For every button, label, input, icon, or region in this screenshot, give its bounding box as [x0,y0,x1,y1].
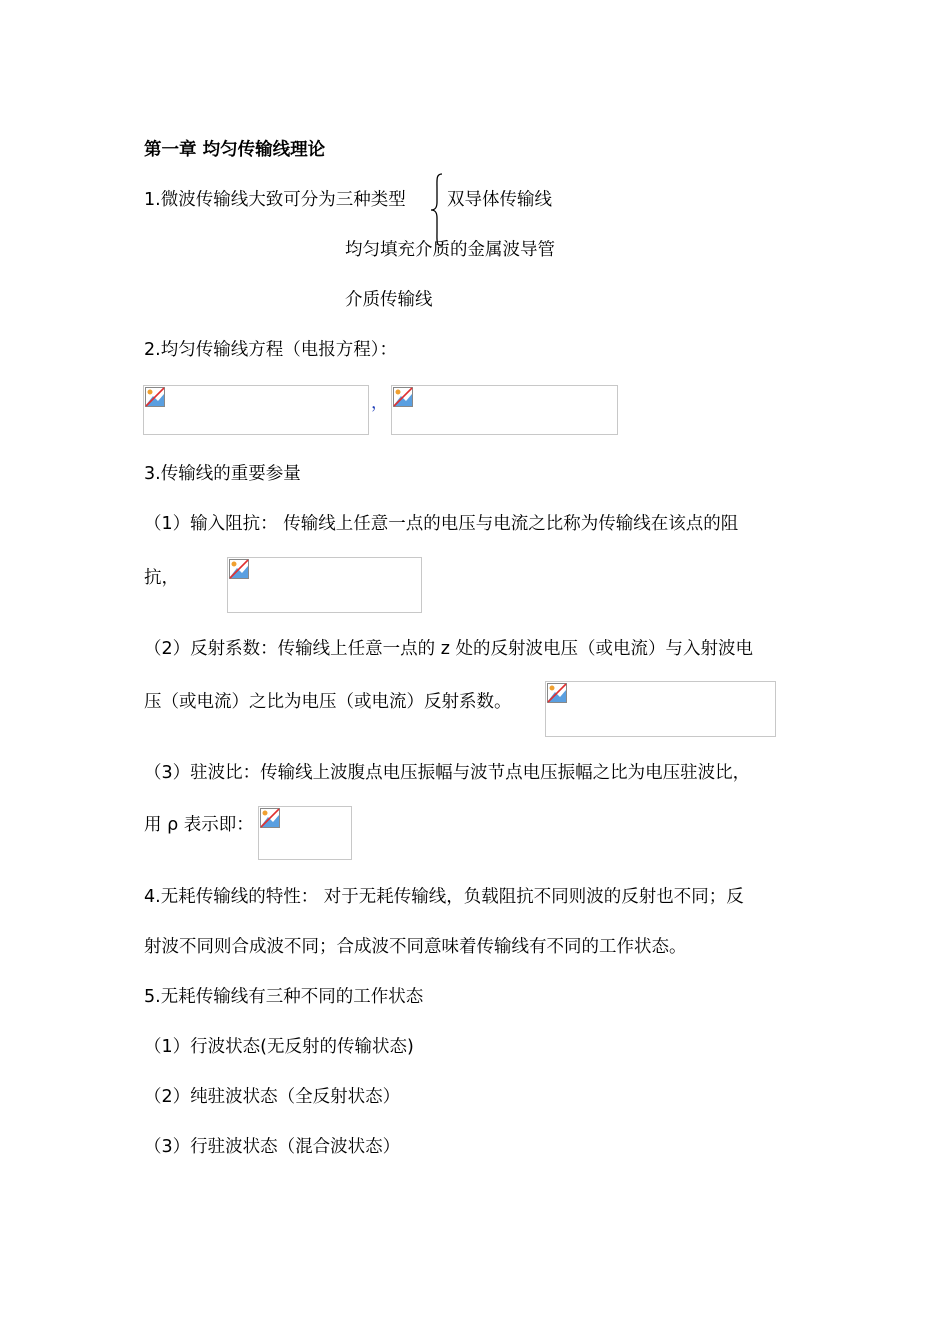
reflection-coefficient-line-2: 压（或电流）之比为电压（或电流）反射系数。 [144,692,512,712]
type-item-1: 双导体传输线 [447,190,552,210]
type-item-2: 均匀填充介质的金属波导管 [345,240,555,260]
section-2-title: 2.均匀传输线方程（电报方程）： [144,340,397,360]
telegraph-equation-2-image [391,385,618,435]
section-3-title: 3.传输线的重要参量 [144,464,301,484]
curly-brace [430,172,444,248]
broken-image-icon [393,387,413,407]
type-item-3: 介质传输线 [345,290,433,310]
state-item-1: （1）行波状态(无反射的传输状态) [144,1037,414,1057]
section-4-line-2: 射波不同则合成波不同；合成波不同意味着传输线有不同的工作状态。 [144,937,687,957]
chapter-heading: 第一章 均匀传输线理论 [144,140,326,160]
input-impedance-line-2: 抗， [144,568,179,588]
vswr-line-2: 用 ρ 表示即： [144,815,254,835]
input-impedance-formula-image [227,557,422,613]
section-5-title: 5.无耗传输线有三种不同的工作状态 [144,987,424,1007]
section-1-intro: 1.微波传输线大致可分为三种类型 [144,190,406,210]
section-4-line-1: 4.无耗传输线的特性： 对于无耗传输线，负载阻抗不同则波的反射也不同；反 [144,887,744,907]
broken-image-icon [145,387,165,407]
state-item-2: （2）纯驻波状态（全反射状态） [144,1087,401,1107]
input-impedance-line-1: （1）输入阻抗： 传输线上任意一点的电压与电流之比称为传输线在该点的阻 [144,514,739,534]
broken-image-icon [547,683,567,703]
reflection-coefficient-formula-image [545,681,776,737]
reflection-coefficient-line-1: （2）反射系数：传输线上任意一点的 z 处的反射波电压（或电流）与入射波电 [144,639,753,659]
broken-image-icon [229,559,249,579]
equation-separator: ， [371,393,388,413]
broken-image-icon [260,808,280,828]
state-item-3: （3）行驻波状态（混合波状态） [144,1137,401,1157]
telegraph-equation-1-image [143,385,369,435]
vswr-line-1: （3）驻波比：传输线上波腹点电压振幅与波节点电压振幅之比为电压驻波比， [144,763,751,783]
vswr-formula-image [258,806,352,860]
